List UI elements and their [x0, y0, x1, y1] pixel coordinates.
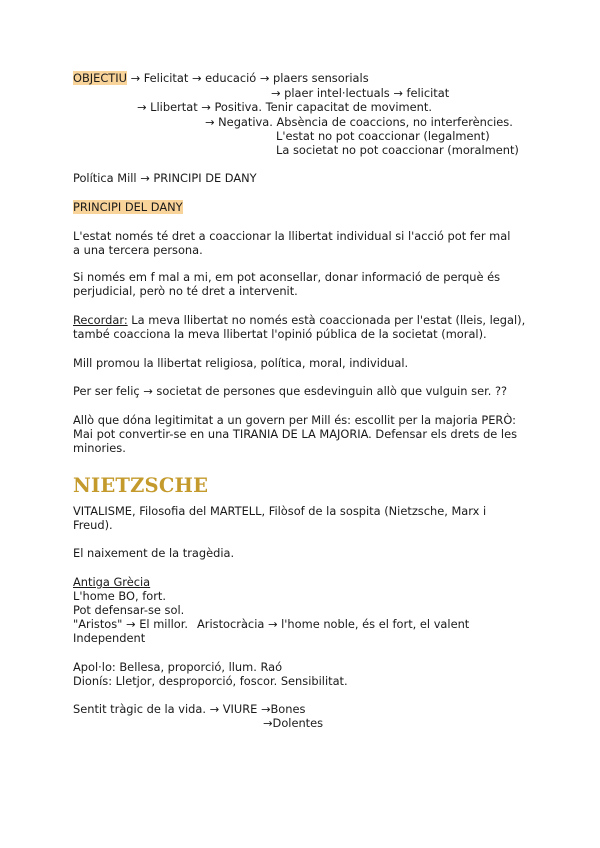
recordar-line-1: [73, 313, 525, 327]
paragraph-1-line-2: a una tercera persona.: [73, 243, 203, 257]
paragraph-2-line-2: perjudicial, però no té dret a intervenit.: [73, 284, 298, 298]
nietzsche-line-2: Freud).: [73, 518, 113, 532]
sentit-tragic-line-2: →Dolentes: [263, 716, 324, 730]
principi-heading-text: PRINCIPI DEL DANY: [73, 200, 183, 214]
objectiu-line-1: [73, 71, 369, 85]
paragraph-6-line-3: minories.: [73, 441, 126, 455]
grecia-line-4: Independent: [73, 631, 146, 645]
paragraph-1-line-1: L'estat només té dret a coaccionar la llibertat individual si l'acció pot fer mal: [73, 229, 511, 243]
grecia-line-2: Pot defensar-se sol.: [73, 603, 185, 617]
nietzsche-title: NIETZSCHE: [73, 474, 209, 497]
grecia-line-1: L'home BO, fort.: [73, 589, 166, 603]
paragraph-2-line-1: Si només em f mal a mi, em pot aconsellar, donar informació de perquè és: [73, 270, 501, 284]
grecia-line-3b: Aristocràcia → l'home noble, és el fort, el valent: [197, 617, 470, 631]
recordar-text-1: La meva llibertat no només està coaccionada per l'estat (lleis, legal),: [127, 313, 526, 327]
paragraph-6-line-1: Allò que dóna legitimitat a un govern per Mill és: escollit per la majoria PERÒ:: [73, 413, 516, 427]
recordar-line-2: també coacciona la meva llibertat l'opinió pública de la societat (moral).: [73, 327, 487, 341]
mill-principi-line: Política Mill → PRINCIPI DE DANY: [73, 171, 257, 185]
principi-heading: [73, 200, 183, 214]
nietzsche-line-1: VITALISME, Filosofia del MARTELL, Filòsof de la sospita (Nietzsche, Marx i: [73, 504, 487, 518]
objectiu-line-5: L'estat no pot coaccionar (legalment): [276, 129, 490, 143]
objectiu-line-3: → Llibertat → Positiva. Tenir capacitat de moviment.: [137, 100, 432, 114]
objectiu-line-2: → plaer intel·lectuals → felicitat: [271, 86, 450, 100]
objectiu-line-4: → Negativa. Absència de coaccions, no interferències.: [205, 115, 513, 129]
grecia-line-3a: "Aristos" → El millor.: [73, 617, 189, 631]
apollo-line: Apol·lo: Bellesa, proporció, llum. Raó: [73, 660, 283, 674]
objectiu-line-6: La societat no pot coaccionar (moralment): [276, 143, 519, 157]
recordar-label: Recordar:: [73, 313, 128, 327]
paragraph-6-line-2: Mai pot convertir-se en una TIRANIA DE LA MAJORIA. Defensar els drets de les: [73, 427, 518, 441]
paragraph-5: Per ser feliç → societat de persones que esdevinguin allò que vulguin ser. ??: [73, 384, 508, 398]
dionis-line: Dionís: Lletjor, desproporció, foscor. Sensibilitat.: [73, 674, 348, 688]
sentit-tragic-line-1: Sentit tràgic de la vida. → VIURE →Bones: [73, 702, 306, 716]
objectiu-label: OBJECTIU: [73, 71, 127, 85]
antiga-grecia-heading: Antiga Grècia: [73, 575, 151, 589]
objectiu-text-1: → Felicitat → educació → plaers sensorials: [126, 71, 369, 85]
paragraph-4: Mill promou la llibertat religiosa, política, moral, individual.: [73, 356, 409, 370]
naixement-tragedia: El naixement de la tragèdia.: [73, 546, 235, 560]
